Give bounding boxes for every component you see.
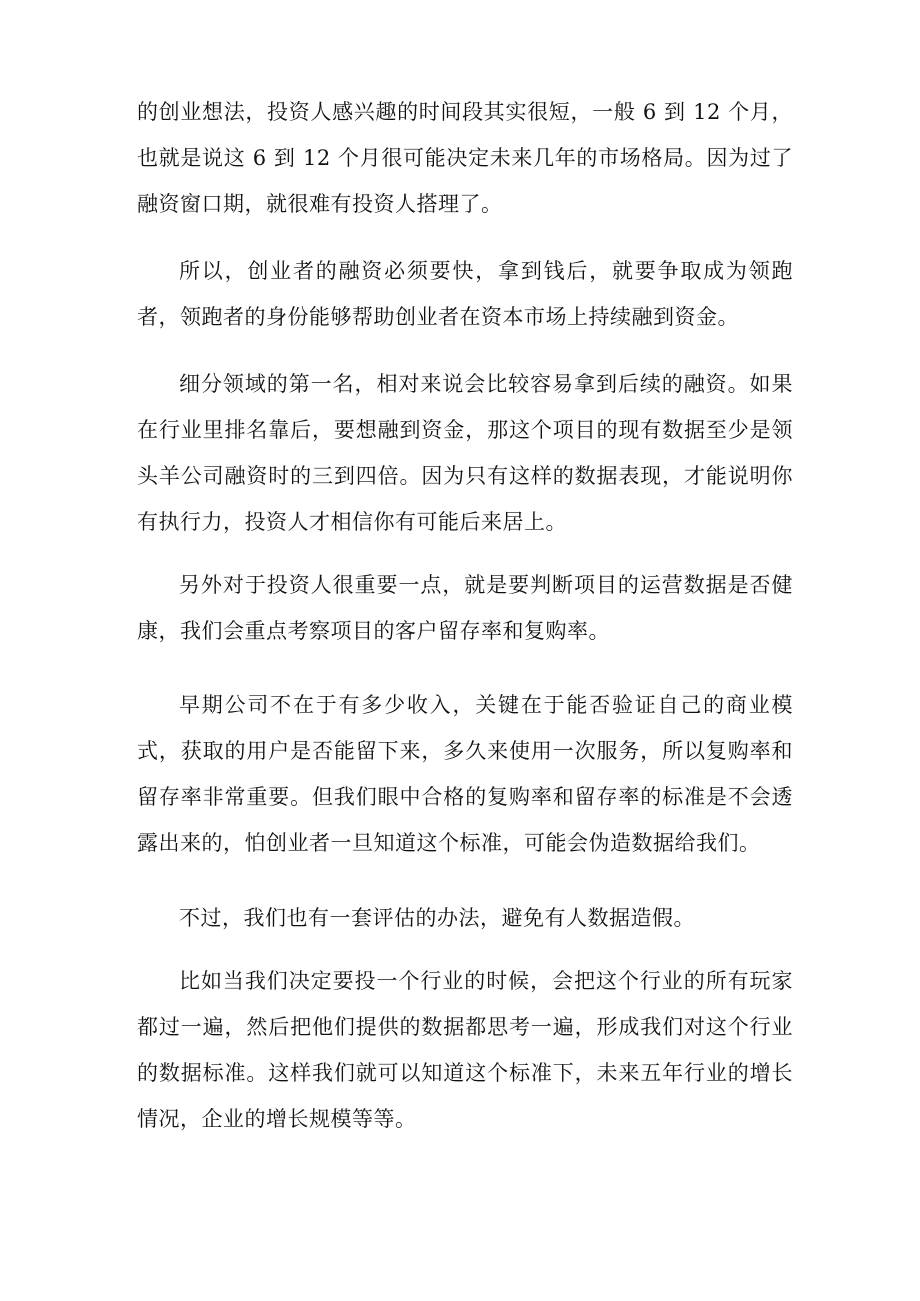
paragraph-1: 的创业想法，投资人感兴趣的时间段其实很短，一般 6 到 12 个月，也就是说这 6 到 12 个月很可能决定未来几年的市场格局。因为过了融资窗口期，就很难有投资人搭理了。	[137, 100, 793, 216]
paragraph-5: 早期公司不在于有多少收入，关键在于能否验证自己的商业模式，获取的用户是否能留下来，多久来使用一次服务，所以复购率和留存率非常重要。但我们眼中合格的复购率和留存率的标准是不会透露出来的，怕创业者一旦知道这个标准，可能会伪造数据给我们。	[137, 693, 793, 855]
paragraph-2: 所以，创业者的融资必须要快，拿到钱后，就要争取成为领跑者，领跑者的身份能够帮助创业者在资本市场上持续融到资金。	[137, 259, 793, 329]
paragraph-3: 细分领域的第一名，相对来说会比较容易拿到后续的融资。如果在行业里排名靠后，要想融到资金，那这个项目的现有数据至少是领头羊公司融资时的三到四倍。因为只有这样的数据表现，才能说明你有执行力，投资人才相信你有可能后来居上。	[137, 372, 793, 534]
paragraph-7: 比如当我们决定要投一个行业的时候，会把这个行业的所有玩家都过一遍，然后把他们提供的数据都思考一遍，形成我们对这个行业的数据标准。这样我们就可以知道这个标准下，未来五年行业的增长情况，企业的增长规模等等。	[137, 969, 793, 1131]
paragraph-6: 不过，我们也有一套评估的办法，避免有人数据造假。	[179, 906, 695, 930]
paragraph-4: 另外对于投资人很重要一点，就是要判断项目的运营数据是否健康，我们会重点考察项目的客户留存率和复购率。	[137, 573, 793, 643]
